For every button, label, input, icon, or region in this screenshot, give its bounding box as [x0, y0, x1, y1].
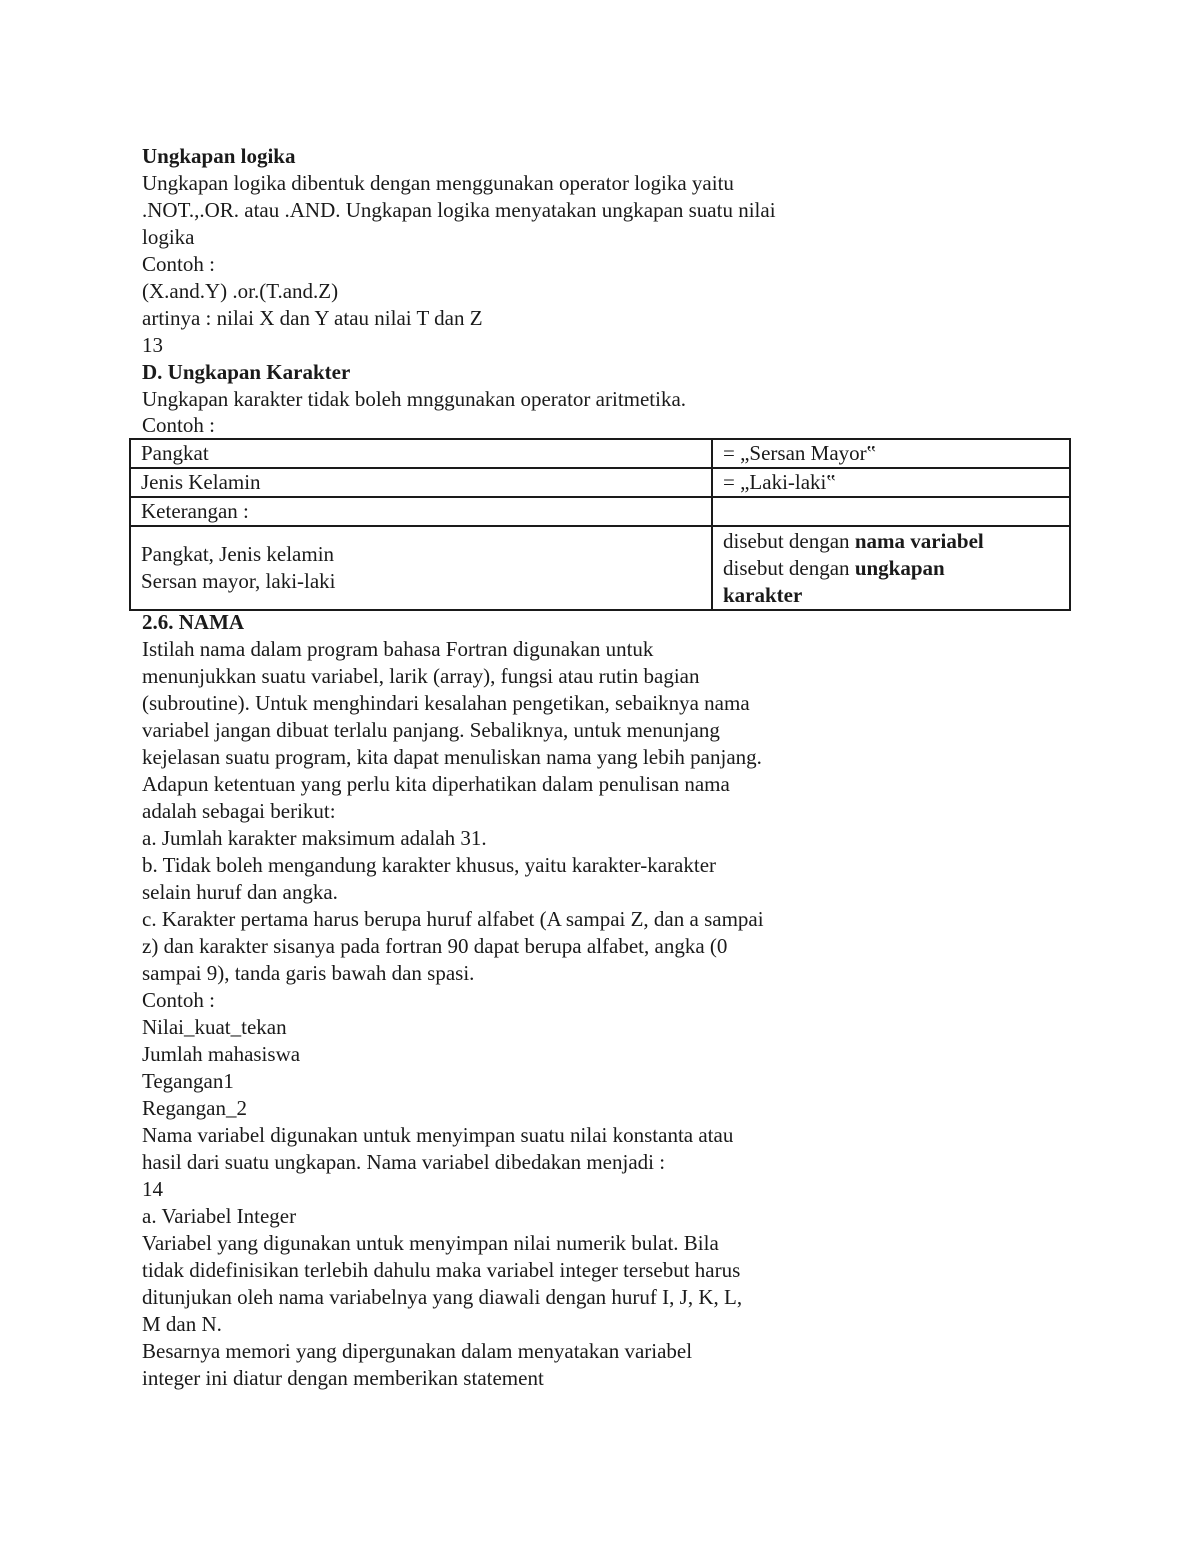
cell-text: [723, 582, 1059, 609]
list-item: sampai 9), tanda garis bawah dan spasi.: [142, 961, 475, 985]
paragraph-line: Nama variabel digunakan untuk menyimpan suatu nilai konstanta atau: [142, 1123, 734, 1147]
example-item: Nilai_kuat_tekan: [142, 1015, 287, 1039]
paragraph-line: adalah sebagai berikut:: [142, 799, 336, 823]
paragraph-line: hasil dari suatu ungkapan. Nama variabel dibedakan menjadi :: [142, 1150, 666, 1174]
cell-text-bold: nama variabel: [854, 528, 984, 553]
table-cell: [712, 526, 1070, 610]
paragraph-line: Ungkapan karakter tidak boleh mnggunakan operator aritmetika.: [142, 387, 687, 411]
list-item: z) dan karakter sisanya pada fortran 90 dapat berupa alfabet, angka (0: [142, 934, 728, 958]
example-label: Contoh :: [142, 252, 215, 276]
paragraph-line: tidak didefinisikan terlebih dahulu maka variabel integer tersebut harus: [142, 1258, 741, 1282]
paragraph-line: ditunjukan oleh nama variabelnya yang diawali dengan huruf I, J, K, L,: [142, 1285, 743, 1309]
list-item: selain huruf dan angka.: [142, 880, 338, 904]
table-row: [130, 468, 1070, 497]
paragraph-line: Ungkapan logika dibentuk dengan menggunakan operator logika yaitu: [142, 171, 734, 195]
cell-text: Sersan mayor, laki-laki: [141, 569, 336, 593]
page-number: 14: [142, 1177, 163, 1201]
example-table: [129, 438, 1071, 611]
example-expression: (X.and.Y) .or.(T.and.Z): [142, 279, 339, 303]
table-cell: Keterangan :: [130, 497, 712, 526]
list-item: b. Tidak boleh mengandung karakter khusus, yaitu karakter-karakter: [142, 853, 717, 877]
table-cell: Jenis Kelamin: [130, 468, 712, 497]
list-item: c. Karakter pertama harus berupa huruf alfabet (A sampai Z, dan a sampai: [142, 907, 764, 931]
subheading-variabel-integer: a. Variabel Integer: [142, 1204, 297, 1228]
paragraph-line: kejelasan suatu program, kita dapat menuliskan nama yang lebih panjang.: [142, 745, 762, 769]
example-item: Regangan_2: [142, 1096, 247, 1120]
paragraph-line: logika: [142, 225, 195, 249]
page-number: 13: [142, 333, 163, 357]
paragraph-line: variabel jangan dibuat terlalu panjang. Sebaliknya, untuk menunjang: [142, 718, 720, 742]
paragraph-line: Variabel yang digunakan untuk menyimpan nilai numerik bulat. Bila: [142, 1231, 719, 1255]
cell-text: [723, 555, 1059, 582]
paragraph-line: Besarnya memori yang dipergunakan dalam menyatakan variabel: [142, 1339, 693, 1363]
paragraph-line: (subroutine). Untuk menghindari kesalahan pengetikan, sebaiknya nama: [142, 691, 750, 715]
paragraph-line: menunjukkan suatu variabel, larik (array), fungsi atau rutin bagian: [142, 664, 700, 688]
table-row: [130, 526, 1070, 610]
example-label: Contoh :: [142, 988, 215, 1012]
list-item: a. Jumlah karakter maksimum adalah 31.: [142, 826, 487, 850]
example-item: Jumlah mahasiswa: [142, 1042, 301, 1066]
heading-ungkapan-logika: Ungkapan logika: [142, 144, 296, 168]
cell-text: [723, 528, 1059, 555]
table-row: [130, 497, 1070, 526]
table-row: [130, 439, 1070, 468]
paragraph-line: .NOT.,.OR. atau .AND. Ungkapan logika menyatakan ungkapan suatu nilai: [142, 198, 776, 222]
table-cell: [712, 497, 1070, 526]
example-item: Tegangan1: [142, 1069, 234, 1093]
paragraph-line: integer ini diatur dengan memberikan statement: [142, 1366, 544, 1390]
cell-text-prefix: disebut dengan: [723, 528, 855, 553]
cell-text: Pangkat, Jenis kelamin: [141, 542, 335, 566]
cell-text-bold: ungkapan: [854, 555, 945, 580]
table-cell: = „Laki-laki‟: [712, 468, 1070, 497]
cell-text-prefix: disebut dengan: [723, 555, 855, 580]
example-label: Contoh :: [142, 413, 215, 437]
paragraph-line: M dan N.: [142, 1312, 222, 1336]
table-cell: = „Sersan Mayor‟: [712, 439, 1070, 468]
paragraph-line: Istilah nama dalam program bahasa Fortran digunakan untuk: [142, 637, 654, 661]
table-cell: [130, 526, 712, 610]
cell-text-bold: karakter: [723, 582, 803, 607]
paragraph-line: Adapun ketentuan yang perlu kita diperhatikan dalam penulisan nama: [142, 772, 730, 796]
paragraph-line: artinya : nilai X dan Y atau nilai T dan Z: [142, 306, 483, 330]
heading-nama: 2.6. NAMA: [142, 610, 245, 634]
table-cell: Pangkat: [130, 439, 712, 468]
heading-ungkapan-karakter: D. Ungkapan Karakter: [142, 360, 351, 384]
